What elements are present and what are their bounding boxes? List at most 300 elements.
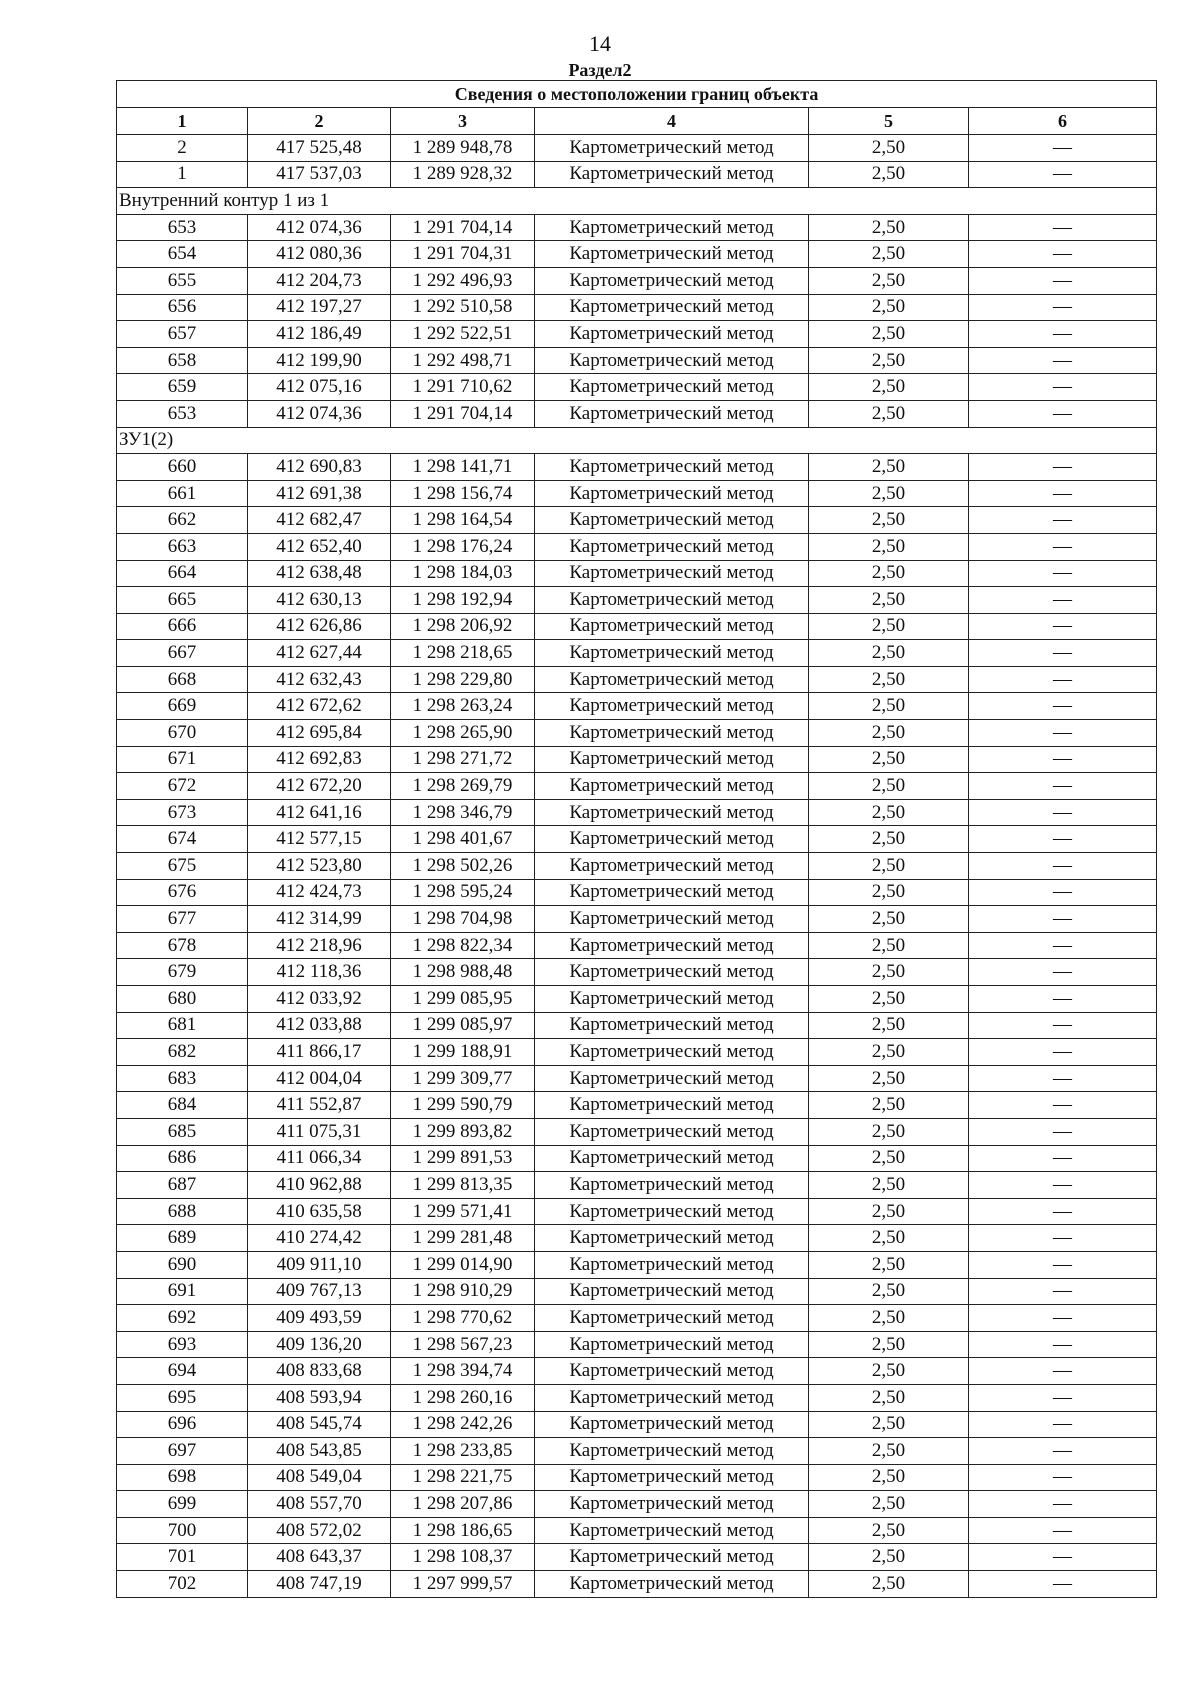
description-cell: — (969, 666, 1157, 693)
table-row (117, 693, 1157, 720)
method-cell: Картометрический метод (535, 1517, 809, 1544)
description-cell: — (969, 400, 1157, 427)
table-row (117, 640, 1157, 667)
point-number-cell: 666 (117, 613, 248, 640)
description-cell: — (969, 1278, 1157, 1305)
table-row (117, 1092, 1157, 1119)
x-coordinate-cell: 409 136,20 (248, 1331, 391, 1358)
table-row (117, 1358, 1157, 1385)
accuracy-cell: 2,50 (809, 587, 969, 614)
table-row (117, 135, 1157, 162)
y-coordinate-cell: 1 292 496,93 (391, 267, 535, 294)
description-cell: — (969, 135, 1157, 162)
x-coordinate-cell: 412 630,13 (248, 587, 391, 614)
point-number-cell: 658 (117, 347, 248, 374)
accuracy-cell: 2,50 (809, 1012, 969, 1039)
point-number-cell: 667 (117, 640, 248, 667)
x-coordinate-cell: 412 523,80 (248, 853, 391, 880)
table-row (117, 932, 1157, 959)
x-coordinate-cell: 417 537,03 (248, 161, 391, 188)
point-number-cell: 657 (117, 321, 248, 348)
table-row (117, 613, 1157, 640)
point-number-cell: 682 (117, 1039, 248, 1066)
accuracy-cell: 2,50 (809, 480, 969, 507)
description-cell: — (969, 1491, 1157, 1518)
x-coordinate-cell: 412 075,16 (248, 374, 391, 401)
method-cell: Картометрический метод (535, 1198, 809, 1225)
point-number-cell: 2 (117, 135, 248, 162)
description-cell: — (969, 1145, 1157, 1172)
point-number-cell: 700 (117, 1517, 248, 1544)
accuracy-cell: 2,50 (809, 640, 969, 667)
point-number-cell: 696 (117, 1411, 248, 1438)
y-coordinate-cell: 1 292 498,71 (391, 347, 535, 374)
table-row (117, 480, 1157, 507)
accuracy-cell: 2,50 (809, 214, 969, 241)
method-cell: Картометрический метод (535, 374, 809, 401)
y-coordinate-cell: 1 298 108,37 (391, 1544, 535, 1571)
table-row (117, 267, 1157, 294)
description-cell: — (969, 241, 1157, 268)
description-cell: — (969, 1358, 1157, 1385)
x-coordinate-cell: 412 682,47 (248, 507, 391, 534)
description-cell: — (969, 1172, 1157, 1199)
accuracy-cell: 2,50 (809, 720, 969, 747)
y-coordinate-cell: 1 289 928,32 (391, 161, 535, 188)
method-cell: Картометрический метод (535, 267, 809, 294)
accuracy-cell: 2,50 (809, 1464, 969, 1491)
point-number-cell: 672 (117, 773, 248, 800)
x-coordinate-cell: 412 691,38 (248, 480, 391, 507)
table-row (117, 799, 1157, 826)
y-coordinate-cell: 1 298 595,24 (391, 879, 535, 906)
y-coordinate-cell: 1 299 893,82 (391, 1118, 535, 1145)
section-title: Раздел2 (568, 60, 632, 80)
accuracy-cell: 2,50 (809, 1278, 969, 1305)
x-coordinate-cell: 412 080,36 (248, 241, 391, 268)
point-number-cell: 692 (117, 1305, 248, 1332)
point-number-cell: 1 (117, 161, 248, 188)
method-cell: Картометрический метод (535, 853, 809, 880)
table-row (117, 1331, 1157, 1358)
y-coordinate-cell: 1 298 218,65 (391, 640, 535, 667)
point-number-cell: 664 (117, 560, 248, 587)
y-coordinate-cell: 1 298 394,74 (391, 1358, 535, 1385)
point-number-cell: 675 (117, 853, 248, 880)
point-number-cell: 671 (117, 746, 248, 773)
y-coordinate-cell: 1 289 948,78 (391, 135, 535, 162)
table-row (117, 321, 1157, 348)
x-coordinate-cell: 408 549,04 (248, 1464, 391, 1491)
description-cell: — (969, 321, 1157, 348)
x-coordinate-cell: 412 033,88 (248, 1012, 391, 1039)
y-coordinate-cell: 1 291 704,31 (391, 241, 535, 268)
method-cell: Картометрический метод (535, 347, 809, 374)
method-cell: Картометрический метод (535, 1384, 809, 1411)
accuracy-cell: 2,50 (809, 294, 969, 321)
x-coordinate-cell: 412 632,43 (248, 666, 391, 693)
accuracy-cell: 2,50 (809, 1517, 969, 1544)
method-cell: Картометрический метод (535, 1251, 809, 1278)
x-coordinate-cell: 412 692,83 (248, 746, 391, 773)
method-cell: Картометрический метод (535, 587, 809, 614)
x-coordinate-cell: 412 577,15 (248, 826, 391, 853)
description-cell: — (969, 1305, 1157, 1332)
point-number-cell: 702 (117, 1571, 248, 1598)
y-coordinate-cell: 1 298 770,62 (391, 1305, 535, 1332)
x-coordinate-cell: 408 833,68 (248, 1358, 391, 1385)
method-cell: Картометрический метод (535, 773, 809, 800)
y-coordinate-cell: 1 298 156,74 (391, 480, 535, 507)
table-row (117, 1544, 1157, 1571)
accuracy-cell: 2,50 (809, 1251, 969, 1278)
accuracy-cell: 2,50 (809, 1491, 969, 1518)
x-coordinate-cell: 408 747,19 (248, 1571, 391, 1598)
x-coordinate-cell: 411 552,87 (248, 1092, 391, 1119)
accuracy-cell: 2,50 (809, 533, 969, 560)
table-row (117, 1278, 1157, 1305)
method-cell: Картометрический метод (535, 693, 809, 720)
x-coordinate-cell: 412 197,27 (248, 294, 391, 321)
y-coordinate-cell: 1 297 999,57 (391, 1571, 535, 1598)
method-cell: Картометрический метод (535, 214, 809, 241)
method-cell: Картометрический метод (535, 720, 809, 747)
y-coordinate-cell: 1 298 141,71 (391, 454, 535, 481)
accuracy-cell: 2,50 (809, 879, 969, 906)
description-cell: — (969, 560, 1157, 587)
description-cell: — (969, 720, 1157, 747)
point-number-cell: 655 (117, 267, 248, 294)
x-coordinate-cell: 412 204,73 (248, 267, 391, 294)
y-coordinate-cell: 1 298 401,67 (391, 826, 535, 853)
description-cell: — (969, 640, 1157, 667)
point-number-cell: 701 (117, 1544, 248, 1571)
method-cell: Картометрический метод (535, 1331, 809, 1358)
method-cell: Картометрический метод (535, 507, 809, 534)
y-coordinate-cell: 1 298 184,03 (391, 560, 535, 587)
x-coordinate-cell: 411 075,31 (248, 1118, 391, 1145)
accuracy-cell: 2,50 (809, 1331, 969, 1358)
accuracy-cell: 2,50 (809, 1145, 969, 1172)
accuracy-cell: 2,50 (809, 1358, 969, 1385)
point-number-cell: 665 (117, 587, 248, 614)
column-number-header: 2 (248, 108, 391, 135)
accuracy-cell: 2,50 (809, 746, 969, 773)
y-coordinate-cell: 1 298 229,80 (391, 666, 535, 693)
table-row (117, 1411, 1157, 1438)
table-row (117, 1438, 1157, 1465)
method-cell: Картометрический метод (535, 241, 809, 268)
accuracy-cell: 2,50 (809, 853, 969, 880)
method-cell: Картометрический метод (535, 1118, 809, 1145)
x-coordinate-cell: 412 218,96 (248, 932, 391, 959)
y-coordinate-cell: 1 299 590,79 (391, 1092, 535, 1119)
point-number-cell: 690 (117, 1251, 248, 1278)
description-cell: — (969, 799, 1157, 826)
y-coordinate-cell: 1 298 206,92 (391, 613, 535, 640)
y-coordinate-cell: 1 298 207,86 (391, 1491, 535, 1518)
table-row (117, 374, 1157, 401)
point-number-cell: 663 (117, 533, 248, 560)
table-row (117, 1172, 1157, 1199)
y-coordinate-cell: 1 291 710,62 (391, 374, 535, 401)
accuracy-cell: 2,50 (809, 906, 969, 933)
x-coordinate-cell: 412 033,92 (248, 986, 391, 1013)
y-coordinate-cell: 1 298 242,26 (391, 1411, 535, 1438)
accuracy-cell: 2,50 (809, 799, 969, 826)
description-cell: — (969, 1065, 1157, 1092)
table-row (117, 1571, 1157, 1598)
y-coordinate-cell: 1 298 265,90 (391, 720, 535, 747)
accuracy-cell: 2,50 (809, 400, 969, 427)
description-cell: — (969, 826, 1157, 853)
method-cell: Картометрический метод (535, 135, 809, 162)
x-coordinate-cell: 412 074,36 (248, 400, 391, 427)
description-cell: — (969, 1438, 1157, 1465)
table-row (117, 1384, 1157, 1411)
column-number-header: 1 (117, 108, 248, 135)
x-coordinate-cell: 412 118,36 (248, 959, 391, 986)
accuracy-cell: 2,50 (809, 1571, 969, 1598)
table-row (117, 1491, 1157, 1518)
x-coordinate-cell: 410 635,58 (248, 1198, 391, 1225)
point-number-cell: 697 (117, 1438, 248, 1465)
accuracy-cell: 2,50 (809, 1411, 969, 1438)
accuracy-cell: 2,50 (809, 347, 969, 374)
accuracy-cell: 2,50 (809, 135, 969, 162)
description-cell: — (969, 480, 1157, 507)
x-coordinate-cell: 412 626,86 (248, 613, 391, 640)
description-cell: — (969, 1571, 1157, 1598)
accuracy-cell: 2,50 (809, 1225, 969, 1252)
method-cell: Картометрический метод (535, 1411, 809, 1438)
y-coordinate-cell: 1 298 263,24 (391, 693, 535, 720)
table-row (117, 214, 1157, 241)
y-coordinate-cell: 1 299 014,90 (391, 1251, 535, 1278)
description-cell: — (969, 1544, 1157, 1571)
accuracy-cell: 2,50 (809, 374, 969, 401)
x-coordinate-cell: 408 545,74 (248, 1411, 391, 1438)
method-cell: Картометрический метод (535, 906, 809, 933)
x-coordinate-cell: 412 652,40 (248, 533, 391, 560)
method-cell: Картометрический метод (535, 613, 809, 640)
description-cell: — (969, 1517, 1157, 1544)
x-coordinate-cell: 408 557,70 (248, 1491, 391, 1518)
description-cell: — (969, 959, 1157, 986)
description-cell: — (969, 533, 1157, 560)
y-coordinate-cell: 1 298 164,54 (391, 507, 535, 534)
point-number-cell: 698 (117, 1464, 248, 1491)
method-cell: Картометрический метод (535, 746, 809, 773)
column-number-header: 4 (535, 108, 809, 135)
y-coordinate-cell: 1 299 085,95 (391, 986, 535, 1013)
method-cell: Картометрический метод (535, 640, 809, 667)
table-row (117, 959, 1157, 986)
x-coordinate-cell: 412 672,20 (248, 773, 391, 800)
accuracy-cell: 2,50 (809, 1305, 969, 1332)
method-cell: Картометрический метод (535, 826, 809, 853)
boundary-coordinates-table (116, 80, 1157, 1598)
point-number-cell: 662 (117, 507, 248, 534)
method-cell: Картометрический метод (535, 400, 809, 427)
description-cell: — (969, 1092, 1157, 1119)
description-cell: — (969, 454, 1157, 481)
point-number-cell: 695 (117, 1384, 248, 1411)
y-coordinate-cell: 1 298 822,34 (391, 932, 535, 959)
point-number-cell: 670 (117, 720, 248, 747)
description-cell: — (969, 507, 1157, 534)
y-coordinate-cell: 1 298 704,98 (391, 906, 535, 933)
accuracy-cell: 2,50 (809, 1544, 969, 1571)
y-coordinate-cell: 1 298 502,26 (391, 853, 535, 880)
method-cell: Картометрический метод (535, 1544, 809, 1571)
method-cell: Картометрический метод (535, 1358, 809, 1385)
description-cell: — (969, 1118, 1157, 1145)
y-coordinate-cell: 1 298 260,16 (391, 1384, 535, 1411)
method-cell: Картометрический метод (535, 454, 809, 481)
description-cell: — (969, 906, 1157, 933)
point-number-cell: 669 (117, 693, 248, 720)
method-cell: Картометрический метод (535, 161, 809, 188)
accuracy-cell: 2,50 (809, 1384, 969, 1411)
table-row (117, 879, 1157, 906)
x-coordinate-cell: 412 638,48 (248, 560, 391, 587)
description-cell: — (969, 214, 1157, 241)
y-coordinate-cell: 1 299 085,97 (391, 1012, 535, 1039)
point-number-cell: 694 (117, 1358, 248, 1385)
x-coordinate-cell: 412 074,36 (248, 214, 391, 241)
point-number-cell: 668 (117, 666, 248, 693)
method-cell: Картометрический метод (535, 1278, 809, 1305)
method-cell: Картометрический метод (535, 1571, 809, 1598)
method-cell: Картометрический метод (535, 666, 809, 693)
table-row (117, 507, 1157, 534)
accuracy-cell: 2,50 (809, 773, 969, 800)
description-cell: — (969, 161, 1157, 188)
x-coordinate-cell: 408 593,94 (248, 1384, 391, 1411)
table-row (117, 587, 1157, 614)
y-coordinate-cell: 1 299 813,35 (391, 1172, 535, 1199)
description-cell: — (969, 932, 1157, 959)
x-coordinate-cell: 412 199,90 (248, 347, 391, 374)
accuracy-cell: 2,50 (809, 959, 969, 986)
method-cell: Картометрический метод (535, 560, 809, 587)
table-row (117, 241, 1157, 268)
accuracy-cell: 2,50 (809, 1198, 969, 1225)
description-cell: — (969, 267, 1157, 294)
y-coordinate-cell: 1 298 567,23 (391, 1331, 535, 1358)
y-coordinate-cell: 1 299 891,53 (391, 1145, 535, 1172)
accuracy-cell: 2,50 (809, 507, 969, 534)
method-cell: Картометрический метод (535, 294, 809, 321)
accuracy-cell: 2,50 (809, 161, 969, 188)
x-coordinate-cell: 412 672,62 (248, 693, 391, 720)
x-coordinate-cell: 412 314,99 (248, 906, 391, 933)
method-cell: Картометрический метод (535, 480, 809, 507)
method-cell: Картометрический метод (535, 932, 809, 959)
x-coordinate-cell: 412 641,16 (248, 799, 391, 826)
column-number-row (117, 108, 1157, 135)
table-row (117, 454, 1157, 481)
point-number-cell: 661 (117, 480, 248, 507)
column-number-header: 6 (969, 108, 1157, 135)
accuracy-cell: 2,50 (809, 826, 969, 853)
table-row (117, 1198, 1157, 1225)
description-cell: — (969, 374, 1157, 401)
accuracy-cell: 2,50 (809, 1438, 969, 1465)
description-cell: — (969, 1411, 1157, 1438)
point-number-cell: 674 (117, 826, 248, 853)
y-coordinate-cell: 1 298 186,65 (391, 1517, 535, 1544)
point-number-cell: 691 (117, 1278, 248, 1305)
section-row (117, 188, 1157, 215)
point-number-cell: 654 (117, 241, 248, 268)
point-number-cell: 687 (117, 1172, 248, 1199)
point-number-cell: 656 (117, 294, 248, 321)
accuracy-cell: 2,50 (809, 1172, 969, 1199)
accuracy-cell: 2,50 (809, 1065, 969, 1092)
table-row (117, 1464, 1157, 1491)
y-coordinate-cell: 1 292 510,58 (391, 294, 535, 321)
method-cell: Картометрический метод (535, 1065, 809, 1092)
point-number-cell: 677 (117, 906, 248, 933)
table-row (117, 906, 1157, 933)
accuracy-cell: 2,50 (809, 560, 969, 587)
table-row (117, 560, 1157, 587)
method-cell: Картометрический метод (535, 1225, 809, 1252)
x-coordinate-cell: 409 493,59 (248, 1305, 391, 1332)
y-coordinate-cell: 1 299 281,48 (391, 1225, 535, 1252)
method-cell: Картометрический метод (535, 1491, 809, 1518)
point-number-cell: 673 (117, 799, 248, 826)
method-cell: Картометрический метод (535, 879, 809, 906)
table-row (117, 746, 1157, 773)
table-row (117, 986, 1157, 1013)
y-coordinate-cell: 1 299 571,41 (391, 1198, 535, 1225)
description-cell: — (969, 1331, 1157, 1358)
table-body (117, 135, 1157, 1598)
table-row (117, 533, 1157, 560)
table-row (117, 826, 1157, 853)
point-number-cell: 699 (117, 1491, 248, 1518)
x-coordinate-cell: 412 186,49 (248, 321, 391, 348)
description-cell: — (969, 1198, 1157, 1225)
table-row (117, 720, 1157, 747)
point-number-cell: 684 (117, 1092, 248, 1119)
accuracy-cell: 2,50 (809, 267, 969, 294)
section-label: Внутренний контур 1 из 1 (117, 188, 1157, 215)
table-row (117, 1065, 1157, 1092)
table-row (117, 853, 1157, 880)
table-row (117, 294, 1157, 321)
table-row (117, 666, 1157, 693)
section-row (117, 427, 1157, 454)
accuracy-cell: 2,50 (809, 1118, 969, 1145)
method-cell: Картометрический метод (535, 1305, 809, 1332)
table-row (117, 773, 1157, 800)
y-coordinate-cell: 1 298 176,24 (391, 533, 535, 560)
x-coordinate-cell: 412 004,04 (248, 1065, 391, 1092)
table-row (117, 1305, 1157, 1332)
description-cell: — (969, 746, 1157, 773)
table-row (117, 1225, 1157, 1252)
table-caption-row (117, 81, 1157, 108)
point-number-cell: 679 (117, 959, 248, 986)
x-coordinate-cell: 408 572,02 (248, 1517, 391, 1544)
y-coordinate-cell: 1 298 271,72 (391, 746, 535, 773)
table-caption: Сведения о местоположении границ объекта (117, 81, 1157, 108)
description-cell: — (969, 1039, 1157, 1066)
